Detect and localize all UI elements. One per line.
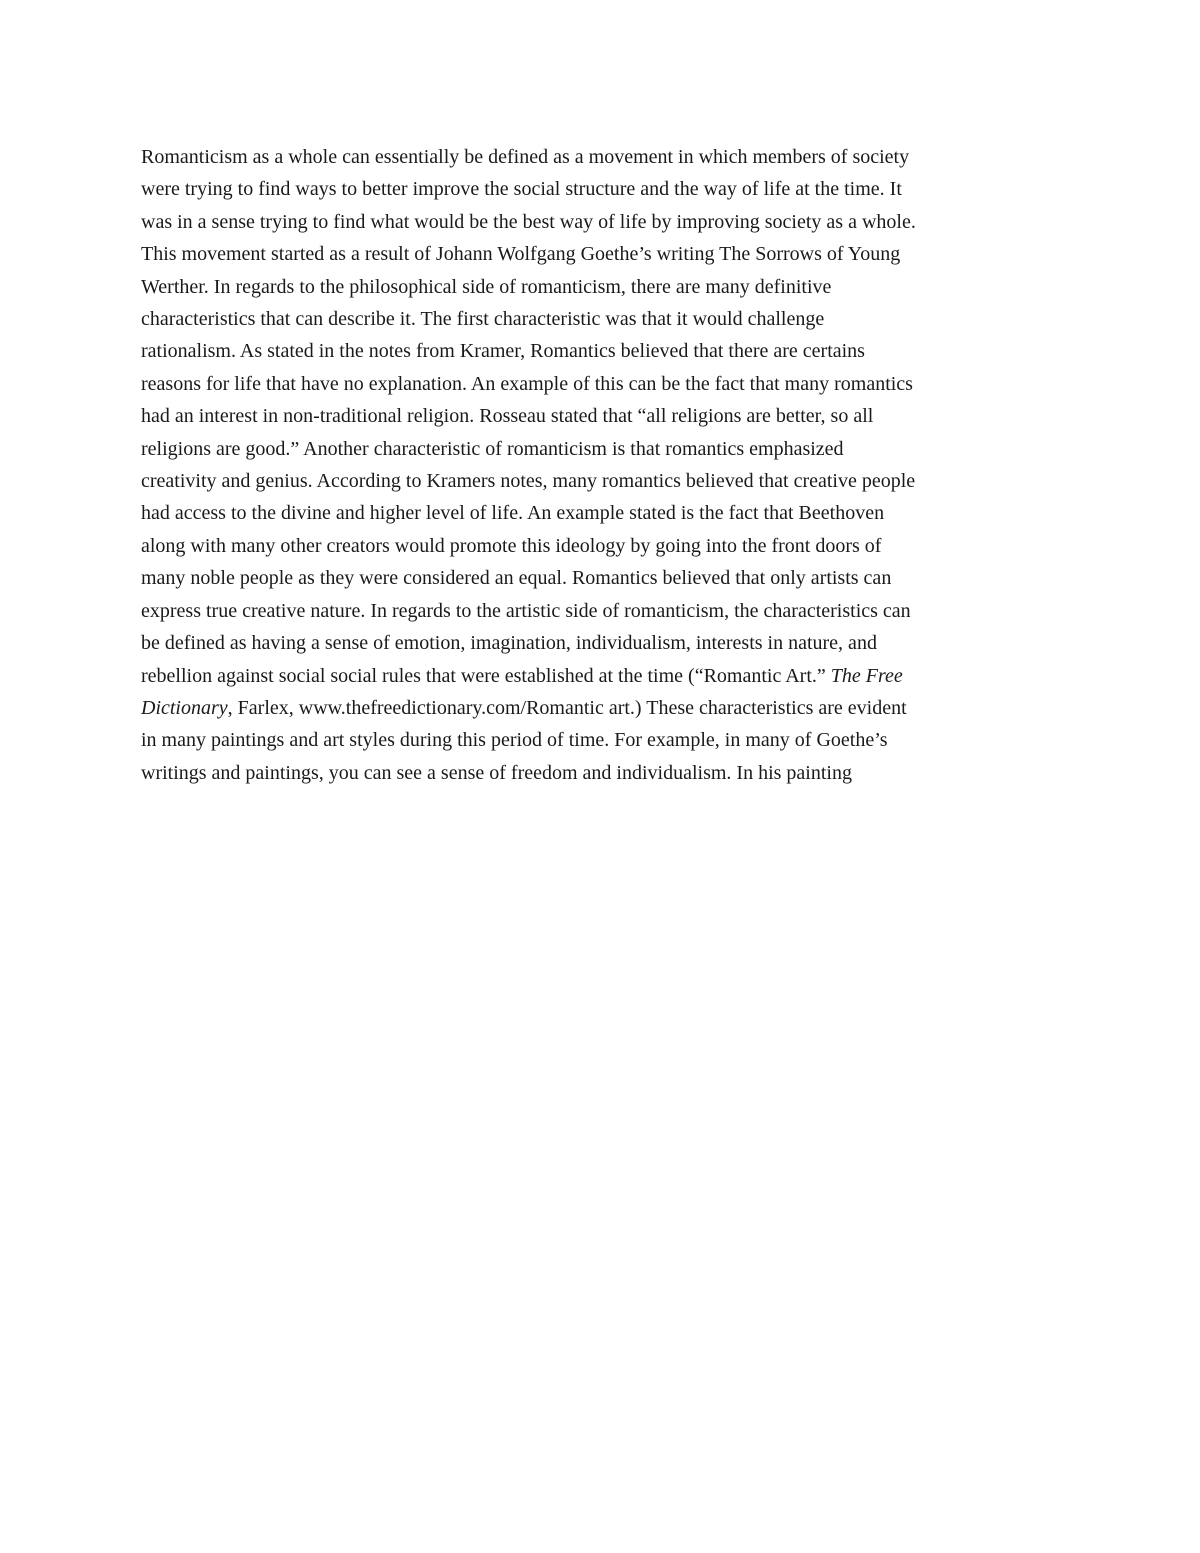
text-line: had an interest in non-traditional religion. Rosseau stated that “all religions are better, so all: [141, 405, 874, 428]
text-line: characteristics that can describe it. The first characteristic was that it would challenge: [141, 308, 825, 331]
text-line: Romanticism as a whole can essentially be defined as a movement in which members of society: [141, 146, 910, 168]
line-text: , Farlex, www.thefreedictionary.com/Romantic art.) These characteristics are evident: [227, 696, 907, 719]
body-paragraph: [141, 141, 1081, 789]
text-line: rationalism. As stated in the notes from Kramer, Romantics believed that there are certains: [141, 340, 865, 363]
text-line: express true creative nature. In regards to the artistic side of romanticism, the characteristics can: [141, 599, 911, 622]
text-line: reasons for life that have no explanation. An example of this can be the fact that many romantics: [141, 372, 913, 395]
text-line: be defined as having a sense of emotion, imagination, individualism, interests in nature, and: [141, 632, 877, 655]
citation-title-italic: The Free: [830, 664, 903, 687]
text-line: religions are good.” Another characteristic of romanticism is that romantics emphasized: [141, 437, 844, 460]
text-line: along with many other creators would promote this ideology by going into the front doors of: [141, 534, 882, 557]
text-line: many noble people as they were considered an equal. Romantics believed that only artists can: [141, 567, 892, 590]
text-line: were trying to find ways to better improve the social structure and the way of life at the time. It: [141, 178, 902, 201]
citation-title-italic: Dictionary: [141, 696, 228, 719]
line-text: rebellion against social social rules that were established at the time (“Romantic Art.”: [141, 664, 831, 687]
text-line: was in a sense trying to find what would be the best way of life by improving society as a whole.: [141, 210, 916, 233]
text-line: [141, 660, 1081, 692]
text-line: had access to the divine and higher level of life. An example stated is the fact that Beethoven: [141, 502, 885, 525]
text-line: creativity and genius. According to Kramers notes, many romantics believed that creative people: [141, 470, 916, 493]
text-line: [141, 692, 1081, 724]
text-line: Werther. In regards to the philosophical side of romanticism, there are many definitive: [141, 275, 832, 298]
text-line: in many paintings and art styles during this period of time. For example, in many of Goethe’s: [141, 729, 888, 752]
text-line: writings and paintings, you can see a sense of freedom and individualism. In his painting: [141, 761, 852, 784]
text-line: This movement started as a result of Johann Wolfgang Goethe’s writing The Sorrows of Young: [141, 243, 901, 266]
